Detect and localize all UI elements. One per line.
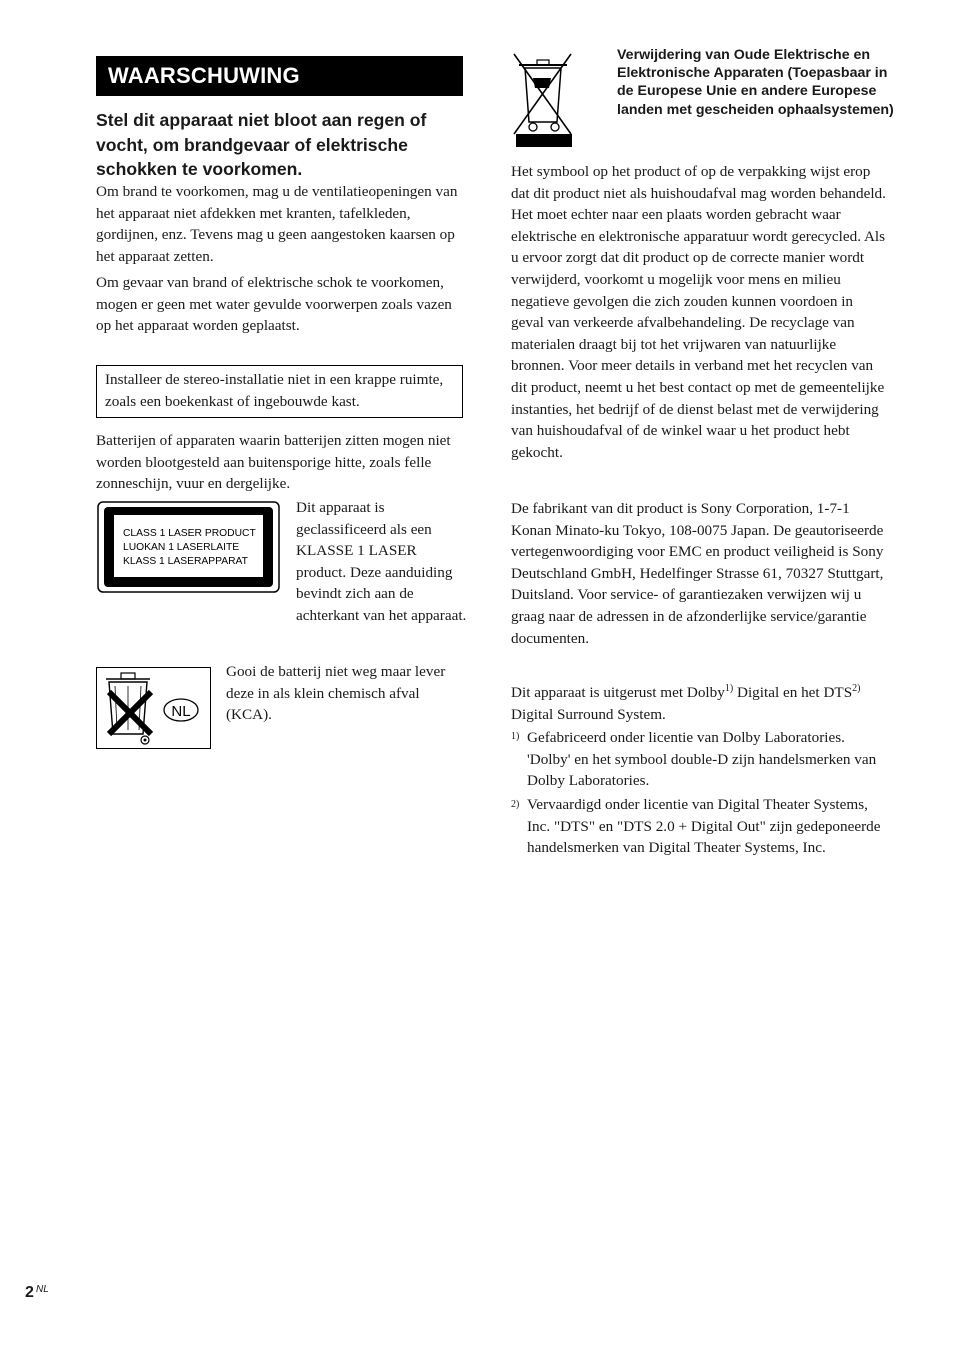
dolby-dts-paragraph xyxy=(511,682,887,725)
laser-class-label xyxy=(97,501,280,593)
footnote-marker-2: 2) xyxy=(511,799,520,810)
dolby-text-c: Digital Surround System. xyxy=(511,705,666,723)
footnote-1: Gefabriceerd onder licentie van Dolby Laboratories. 'Dolby' en het symbool double-D zijn handelsmerken van Dolby Laboratories. xyxy=(527,729,877,790)
laser-class-text: Dit apparaat is geclassificeerd als een KLASSE 1 LASER product. Deze aanduiding bevindt zich aan de achterkant van het apparaat. xyxy=(296,499,467,624)
footnote-marker-1: 1) xyxy=(511,731,520,742)
page-language-suffix: NL xyxy=(36,1284,49,1295)
battery-disposal-box xyxy=(96,667,211,749)
laser-label-line: LUOKAN 1 LASERLAITE xyxy=(123,542,240,553)
weee-paragraph: Het symbool op het product of op de verpakking wijst erop dat dit product niet als huishoudafval mag worden behandeld. Het moet echter naar een plaats worden gebracht waar elektrische en elektronische apparatuur wordt gerecycled. Als u ervoor zorgt dat dit product op de correcte manier wordt verwijderd, voorkomt u mogelijk voor mens en milieu negatieve gevolgen die zich zouden kunnen voordoen in geval van verkeerde afvalbehandeling. De recyclage van materialen draagt bij tot het vrijwaren van natuurlijke bronnen. Voor meer details in verband met het recyclen van dit product, neemt u het best contact op met de gemeentelijke instanties, het bedrijf of de dienst belast met de verwijdering van huishoudafval of de winkel waar u het product hebt gekocht. xyxy=(511,163,886,461)
footnote-2: Vervaardigd onder licentie van Digital Theater Systems, Inc. "DTS" en "DTS 2.0 + Digital Out" zijn gedeponeerde handelsmerken van Digital Theater Systems, Inc. xyxy=(527,796,881,857)
warning-title: WAARSCHUWING xyxy=(108,63,300,88)
nl-badge: NL xyxy=(171,703,191,720)
battery-heat-paragraph: Batterijen of apparaten waarin batterijen zitten mogen niet worden blootgesteld aan buitensporige hitte, zoals felle zonneschijn, vuur en dergelijke. xyxy=(96,432,451,493)
battery-disposal-text: Gooi de batterij niet weg maar lever deze in als klein chemisch afval (KCA). xyxy=(226,663,446,724)
footnote-ref-2: 2) xyxy=(852,683,861,694)
manufacturer-paragraph: De fabrikant van dit product is Sony Corporation, 1-7-1 Konan Minato-ku Tokyo, 108-0075 Japan. De geautoriseerde vertegenwoordiging voor EMC en product veiligheid is Sony Deutschland GmbH, Hedelfinger Strasse 61, 70327 Stuttgart, Duitsland. Voor service- of garantiezaken verwijzen wij u graag naar de adressen in de afzonderlijke service/garantie documenten. xyxy=(511,500,884,647)
crossed-out-wheelie-bin-icon xyxy=(511,48,574,148)
laser-label-line: CLASS 1 LASER PRODUCT xyxy=(123,528,256,539)
ventilation-paragraph: Om brand te voorkomen, mag u de ventilatieopeningen van het apparaat niet afdekken met kranten, tafelkleden, gordijnen, enz. Tevens mag u geen aangestoken kaarsen op het apparaat zetten. xyxy=(96,183,458,265)
dolby-text-a: Dit apparaat is uitgerust met Dolby xyxy=(511,684,725,701)
laser-label-line: KLASS 1 LASERAPPARAT xyxy=(123,556,248,567)
weee-heading: Verwijdering van Oude Elektrische en Elektronische Apparaten (Toepasbaar in de Europese Unie en andere Europese landen met gescheiden ophaalsystemen) xyxy=(617,47,894,118)
crossed-out-battery-bin-icon xyxy=(97,668,210,748)
warning-heading: Stel dit apparaat niet bloot aan regen of vocht, om brandgevaar of elektrische schokken te voorkomen. xyxy=(96,110,427,179)
page-number: 2 xyxy=(25,1284,34,1301)
water-paragraph: Om gevaar van brand of elektrische schok te voorkomen, mogen er geen met water gevulde voorwerpen zoals vazen op het apparaat worden geplaatst. xyxy=(96,274,452,335)
footnote-ref-1: 1) xyxy=(724,683,734,694)
dolby-text-b: Digital en het DTS xyxy=(733,684,853,701)
installation-note-text: Installeer de stereo-installatie niet in een krappe ruimte, zoals een boekenkast of ingebouwde kast. xyxy=(105,371,444,410)
